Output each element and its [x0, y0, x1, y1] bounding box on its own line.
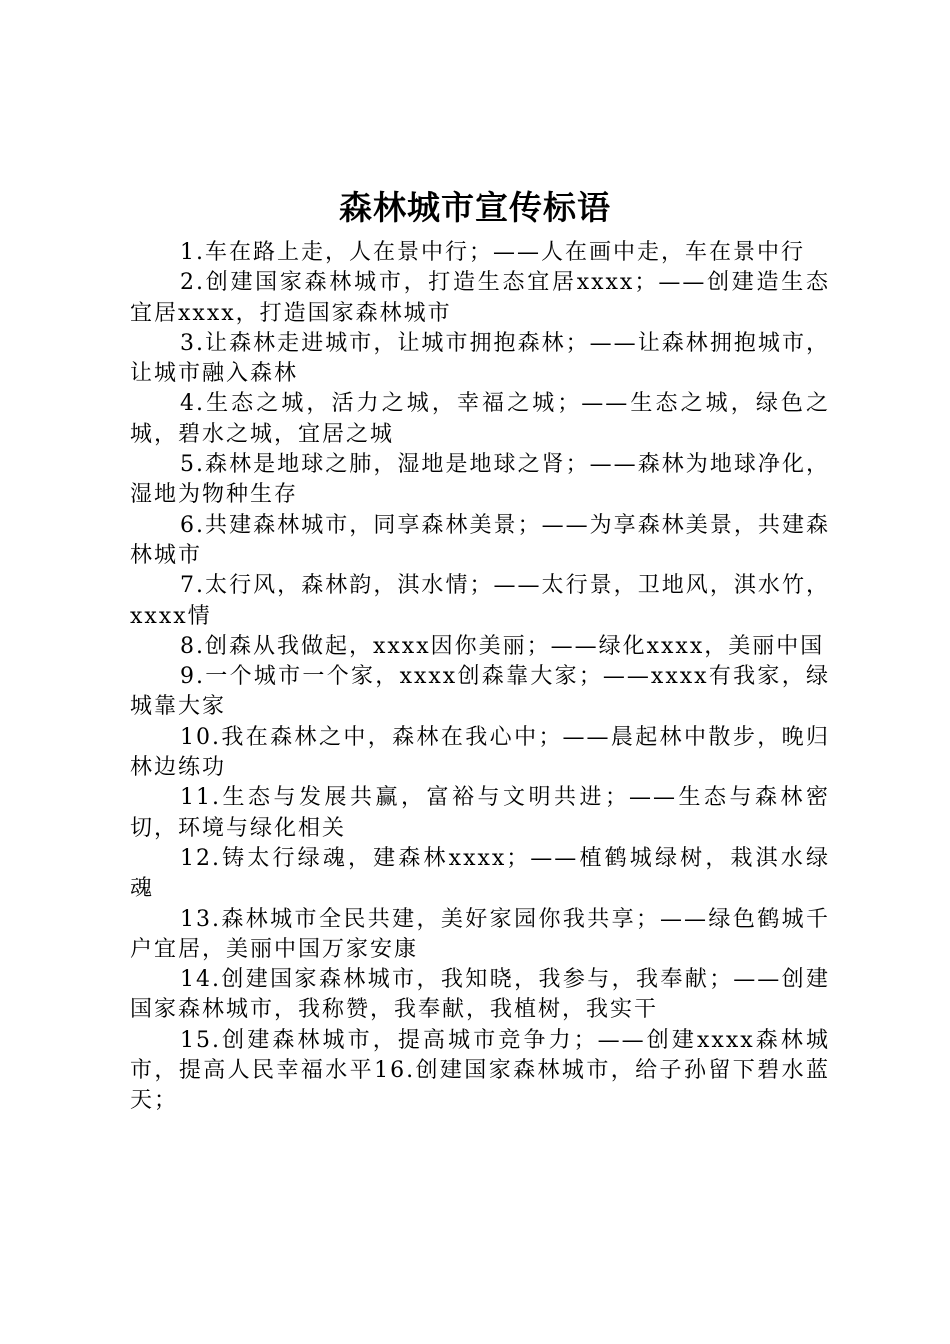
slogan-item-4: 4.生态之城，活力之城，幸福之城；——生态之城，绿色之城，碧水之城，宜居之城 [130, 391, 830, 447]
slogan-item-5: 5.森林是地球之肺，湿地是地球之肾；——森林为地球净化，湿地为物种生存 [130, 452, 830, 508]
slogan-item-2: 2.创建国家森林城市，打造生态宜居xxxx；——创建造生态宜居xxxx，打造国家森林城市 [130, 270, 830, 326]
slogan-item-1: 1.车在路上走，人在景中行；——人在画中走，车在景中行 [180, 240, 805, 265]
document-title: 森林城市宣传标语 [339, 188, 611, 227]
slogan-item-8: 8.创森从我做起，xxxx因你美丽；——绿化xxxx，美丽中国 [180, 633, 825, 659]
slogan-item-14: 14.创建国家森林城市，我知晓，我参与，我奉献；——创建国家森林城市，我称赞，我奉献，我植树，我实干 [130, 967, 830, 1023]
slogan-item-11: 11.生态与发展共赢，富裕与文明共进；——生态与森林密切，环境与绿化相关 [130, 785, 830, 841]
slogan-item-3: 3.让森林走进城市，让城市拥抱森林；——让森林拥抱城市，让城市融入森林 [130, 330, 830, 387]
slogan-item-10: 10.我在森林之中，森林在我心中；——晨起林中散步，晚归林边练功 [130, 724, 830, 781]
slogan-item-9: 9.一个城市一个家，xxxx创森靠大家；——xxxx有我家，绿城靠大家 [130, 664, 830, 720]
slogan-item-12: 12.铸太行绿魂，建森林xxxx；——植鹤城绿树，栽淇水绿魂 [130, 845, 830, 902]
slogan-item-7: 7.太行风，森林韵，淇水情；——太行景，卫地风，淇水竹，xxxx情 [130, 573, 830, 629]
slogan-item-13: 13.森林城市全民共建，美好家园你我共享；——绿色鹤城千户宜居，美丽中国万家安康 [130, 906, 830, 962]
slogan-item-15: 15.创建森林城市，提高城市竞争力；——创建xxxx森林城市，提高人民幸福水平16.创建国家森林城市，给子孙留下碧水蓝天； [130, 1027, 830, 1114]
slogan-item-6: 6.共建森林城市，同享森林美景；——为享森林美景，共建森林城市 [130, 512, 830, 568]
slogan-list [130, 238, 830, 1117]
